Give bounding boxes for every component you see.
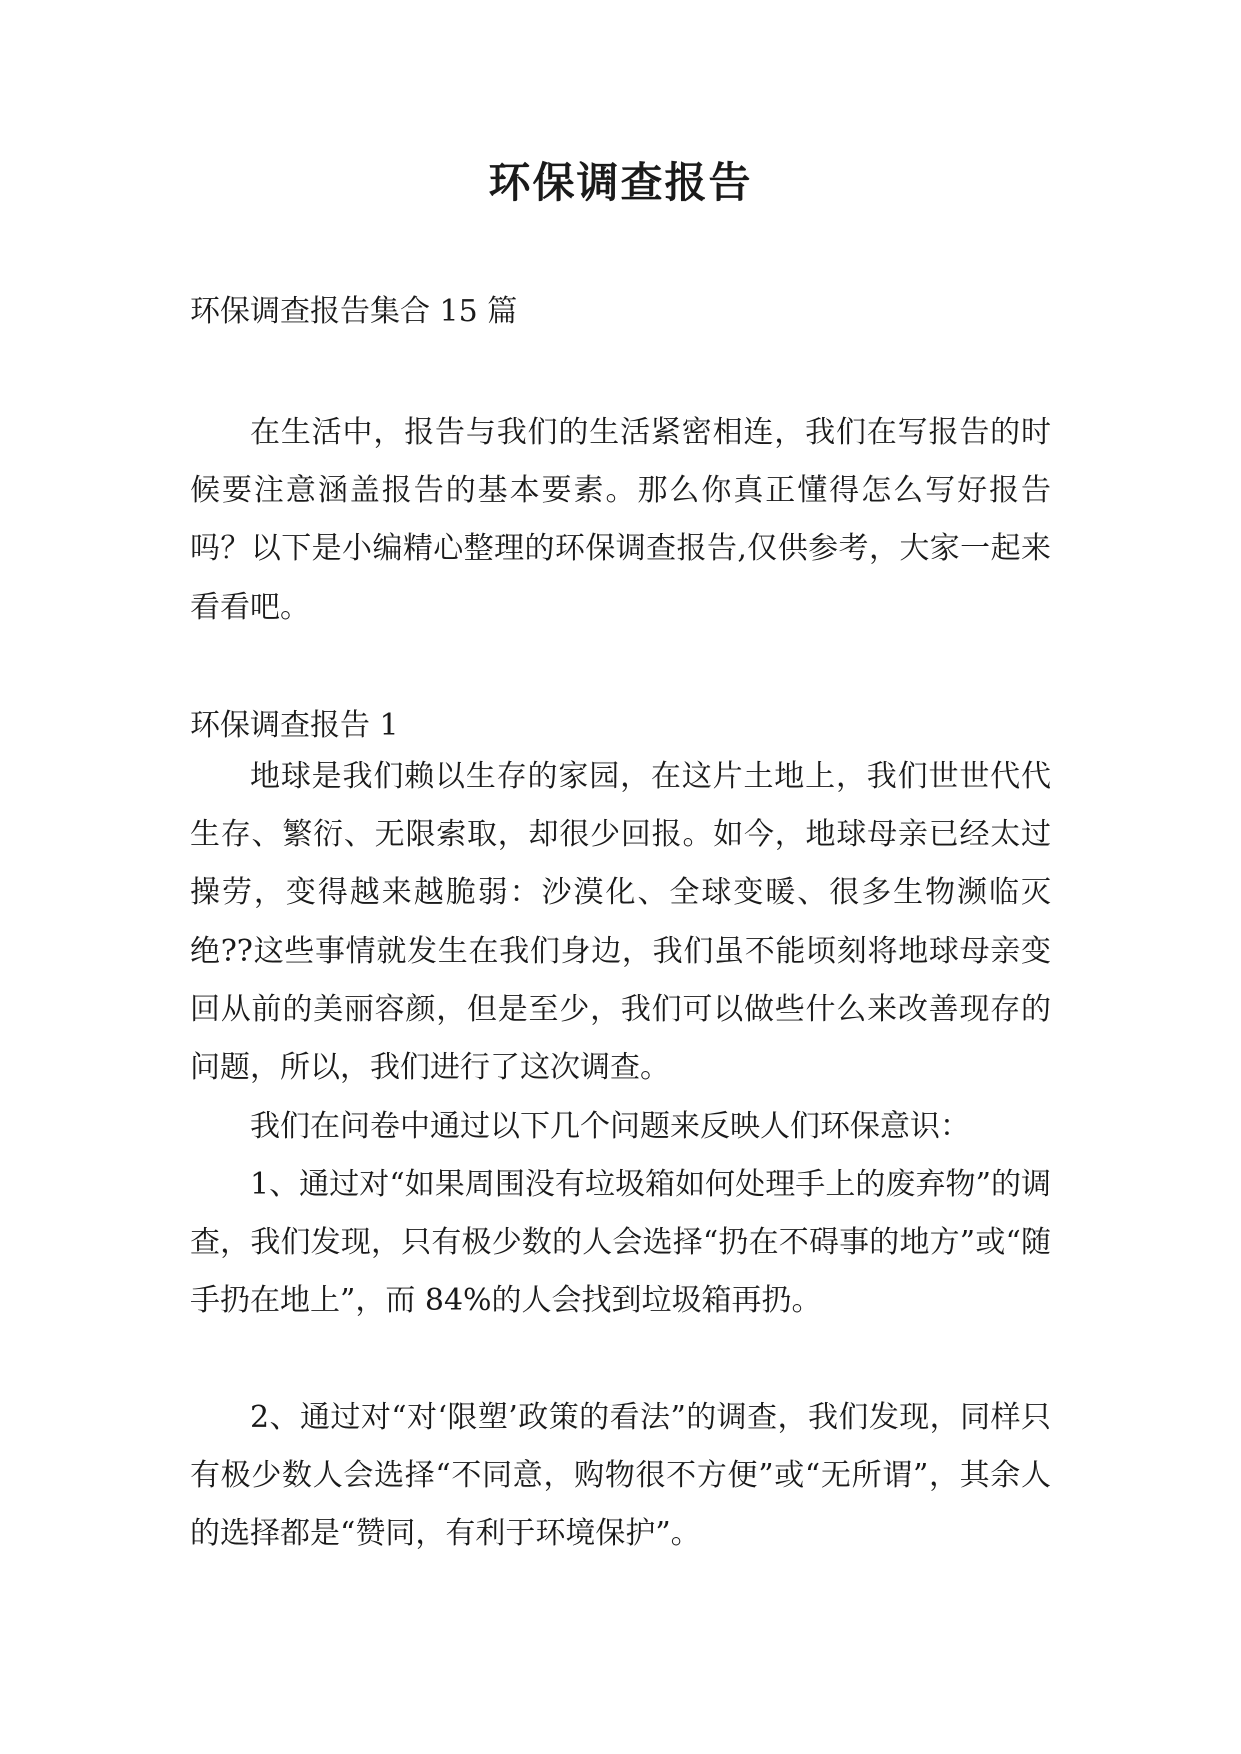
body-paragraph: 1、通过对“如果周围没有垃圾箱如何处理手上的废弃物”的调查，我们发现，只有极少数的人会选择“扔在不碍事的地方”或“随手扔在地上”，而 84%的人会找到垃圾箱再扔。 (190, 1167, 1051, 1319)
body-paragraph: 2、通过对“对‘限塑’政策的看法”的调查，我们发现，同样只有极少数人会选择“不同意，购物很不方便”或“无所谓”，其余人的选择都是“赞同，有利于环境保护”。 (190, 1400, 1051, 1552)
section-heading: 环保调查报告 1 (190, 708, 399, 743)
body-paragraph: 我们在问卷中通过以下几个问题来反映人们环保意识： (250, 1109, 970, 1144)
body-paragraph: 地球是我们赖以生存的家园，在这片土地上，我们世世代代生存、繁衍、无限索取，却很少回报。如今，地球母亲已经太过操劳，变得越来越脆弱：沙漠化、全球变暖、很多生物濒临灭绝??这些事情就发生在我们身边，我们虽不能顷刻将地球母亲变回从前的美丽容颜，但是至少，我们可以做些什么来改善现存的问题，所以，我们进行了这次调查。 (190, 759, 1051, 1086)
intro-paragraph: 在生活中，报告与我们的生活紧密相连，我们在写报告的时候要注意涵盖报告的基本要素。那么你真正懂得怎么写好报告吗？以下是小编精心整理的环保调查报告,仅供参考，大家一起来看看吧。 (190, 415, 1051, 625)
document-subtitle: 环保调查报告集合 15 篇 (190, 294, 518, 329)
document-title: 环保调查报告 (488, 158, 753, 207)
